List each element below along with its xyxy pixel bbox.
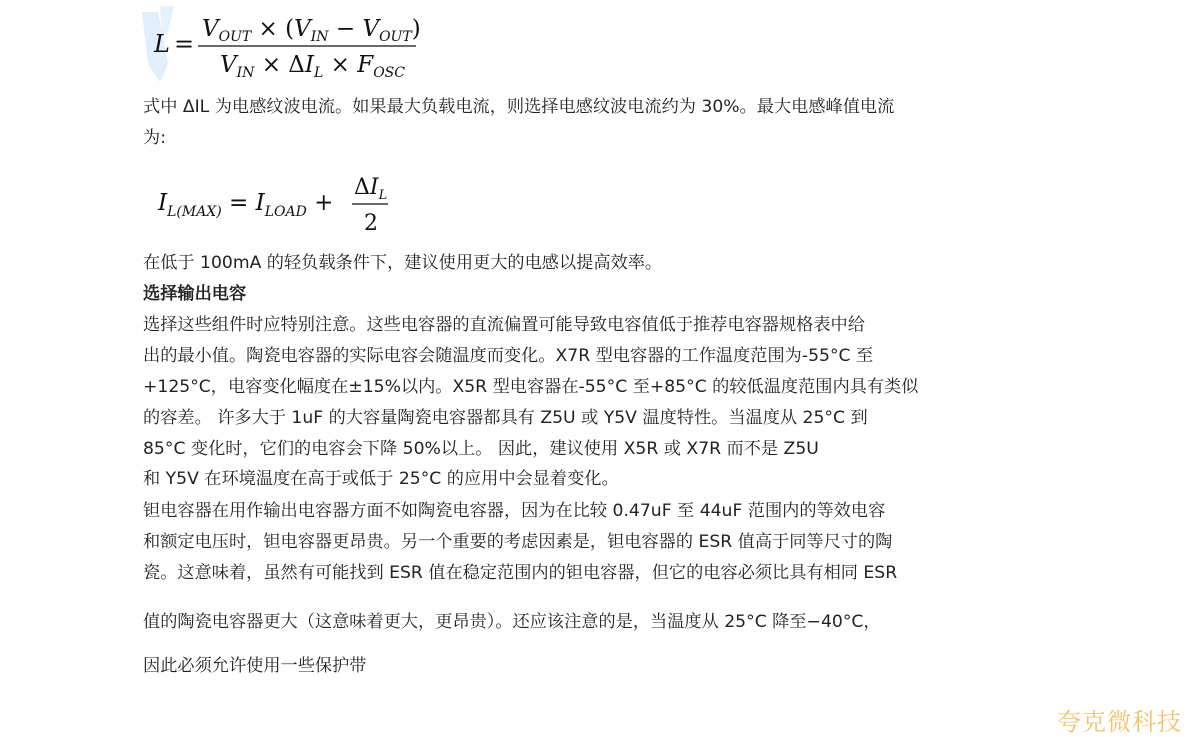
svg-text:IL(MAX) = ILOAD +: $I_{L(MAX)} = I_{LOAD}$ + — [158, 190, 334, 220]
brand-watermark: 夸克微科技 — [1057, 708, 1182, 736]
svg-text:ΔIL: $\Delta I_L$ — [354, 175, 388, 203]
paragraph-tantalum-line1: 钽电容器在用作输出电容器方面不如陶瓷电容器，因为在比较 0.47uF 至 44uF 范围内的等效电容 — [143, 501, 886, 521]
paragraph-capacitor-line4: 的容差。 许多大于 1uF 的大容量陶瓷电容器都具有 Z5U 或 Y5V 温度特性。当温度从 25°C 到 — [143, 408, 868, 428]
svg-text:L: L — [154, 30, 170, 58]
svg-text:VIN × ΔIL × FOSC: $V_{IN} \times \Delta I_L \times F_{OSC}$ — [220, 52, 405, 80]
paragraph-tantalum-line4: 值的陶瓷电容器更大（这意味着更大，更昂贵）。还应该注意的是，当温度从 25°C 降至−40°C， — [143, 612, 881, 632]
paragraph-capacitor-line5: 85°C 变化时，它们的电容会下降 50%以上。 因此，建议使用 X5R 或 X7R 而不是 Z5U — [143, 439, 819, 459]
svg-text:=: = — [174, 30, 195, 58]
inductance-formula — [150, 8, 450, 80]
peak-current-formula — [152, 172, 412, 234]
svg-text:VOUT × (VIN − VOUT): $V_{OUT} \times (V_{IN} - V_{OUT})$ — [202, 16, 421, 45]
paragraph-tantalum-line5: 因此必须允许使用一些保护带 — [143, 656, 367, 676]
paragraph-tantalum-line3: 瓷。这意味着，虽然有可能找到 ESR 值在稳定范围内的钽电容器，但它的电容必须比具有相同 ESR — [143, 563, 898, 583]
paragraph-ripple-line1: 式中 ΔIL 为电感纹波电流。如果最大负载电流，则选择电感纹波电流约为 30%。最大电感峰值电流 — [143, 97, 895, 117]
svg-text:2: 2 — [364, 211, 378, 234]
paragraph-capacitor-line2: 出的最小值。陶瓷电容器的实际电容会随温度而变化。X7R 型电容器的工作温度范围为-55°C 至 — [143, 346, 874, 366]
section-heading-output-capacitor: 选择输出电容 — [143, 284, 247, 304]
paragraph-light-load: 在低于 100mA 的轻负载条件下，建议使用更大的电感以提高效率。 — [143, 253, 663, 273]
paragraph-capacitor-line1: 选择这些组件时应特别注意。这些电容器的直流偏置可能导致电容值低于推荐电容器规格表中给 — [143, 315, 865, 335]
paragraph-tantalum-line2: 和额定电压时，钽电容器更昂贵。另一个重要的考虑因素是，钽电容器的 ESR 值高于同等尺寸的陶 — [143, 532, 893, 552]
paragraph-capacitor-line6: 和 Y5V 在环境温度在高于或低于 25°C 的应用中会显着变化。 — [143, 469, 619, 489]
paragraph-capacitor-line3: +125°C，电容变化幅度在±15%以内。X5R 型电容器在-55°C 至+85°C 的较低温度范围内具有类似 — [143, 377, 919, 397]
paragraph-ripple-line2: 为: — [143, 128, 166, 148]
